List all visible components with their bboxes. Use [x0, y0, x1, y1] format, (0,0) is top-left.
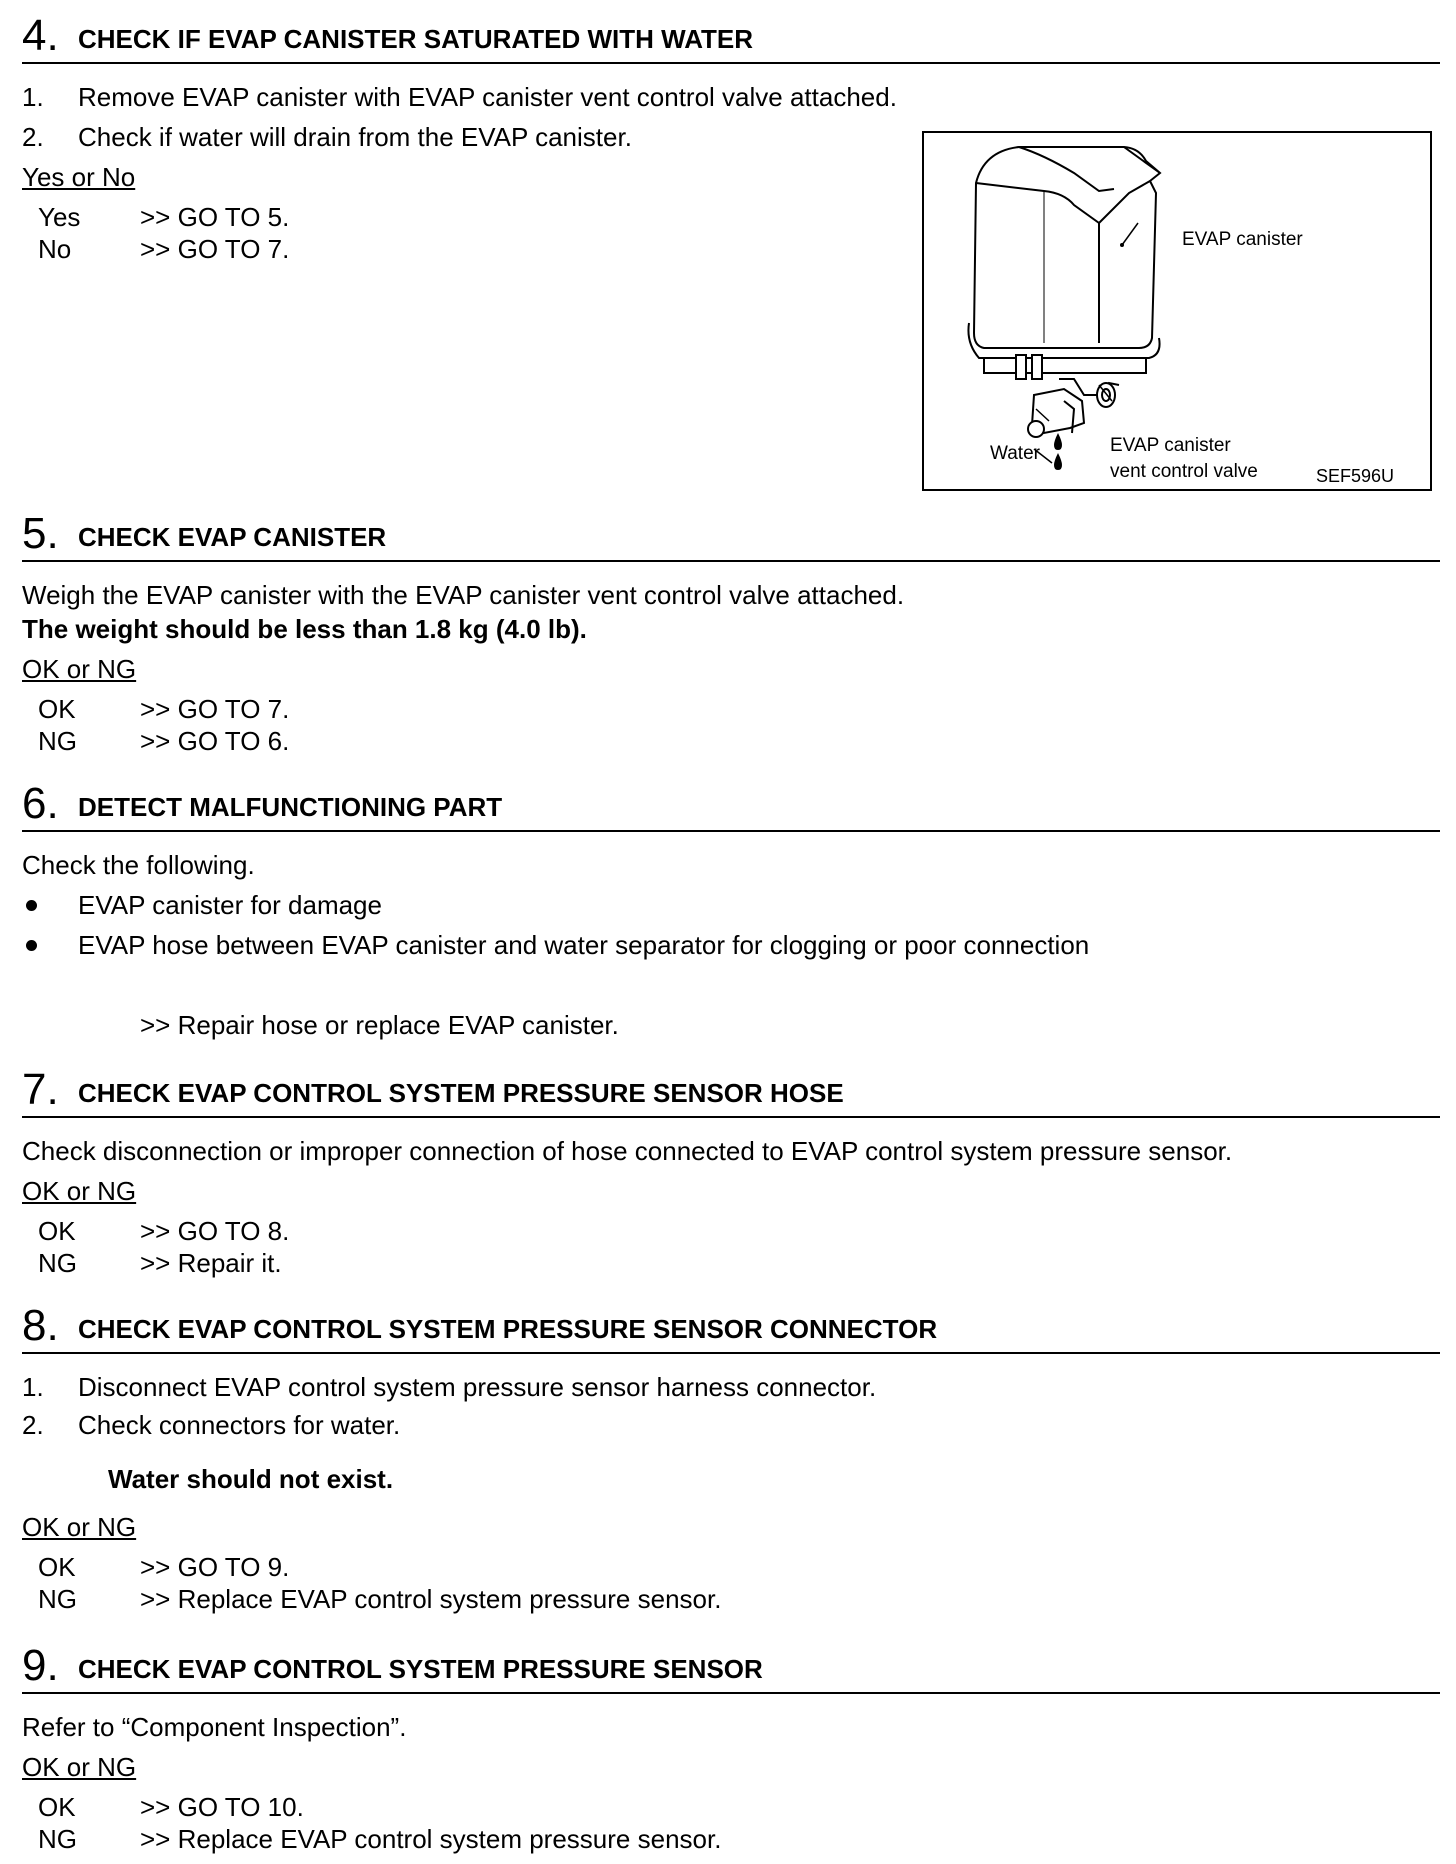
answer-value: >> GO TO 7.	[140, 694, 290, 724]
step-number: 8.	[22, 1301, 59, 1350]
step-8	[22, 1300, 1440, 1630]
question-label: OK or NG	[22, 1752, 137, 1782]
bullet-icon	[26, 940, 37, 951]
answer-key: NG	[38, 1584, 77, 1614]
item-text: Remove EVAP canister with EVAP canister vent control valve attached.	[78, 82, 897, 112]
step-number: 6.	[22, 779, 59, 828]
question-label: OK or NG	[22, 1176, 137, 1206]
item-text: Check if water will drain from the EVAP canister.	[78, 122, 632, 152]
question-label: Yes or No	[22, 162, 136, 192]
answer-key: No	[38, 234, 72, 264]
answer-key: OK	[38, 1792, 76, 1822]
figure-code: SEF596U	[1316, 466, 1395, 486]
step-5-header	[22, 508, 1440, 562]
step-number: 5.	[22, 509, 59, 558]
step-title: CHECK EVAP CONTROL SYSTEM PRESSURE SENSOR	[78, 1654, 763, 1684]
answer-key: NG	[38, 1824, 77, 1854]
figure-label-water: Water	[990, 443, 1040, 464]
answer-value: >> GO TO 10.	[140, 1792, 304, 1822]
step-6	[22, 778, 1440, 1058]
spec-text: The weight should be less than 1.8 kg (4.0 lb).	[22, 614, 587, 644]
step-number: 4.	[22, 11, 59, 60]
answer-value: >> GO TO 9.	[140, 1552, 290, 1582]
instruction-text: Weigh the EVAP canister with the EVAP canister vent control valve attached.	[22, 580, 905, 610]
answer-key: OK	[38, 694, 76, 724]
answer-key: NG	[38, 726, 77, 756]
figure-label-valve: vent control valve	[1110, 461, 1258, 482]
bullet-icon	[26, 900, 37, 911]
figure-label-valve: EVAP canister	[1110, 435, 1231, 456]
step-8-header	[22, 1300, 1440, 1354]
step-9-header	[22, 1640, 1440, 1694]
step-6-header	[22, 778, 1440, 832]
step-title: DETECT MALFUNCTIONING PART	[78, 792, 503, 822]
answer-value: >> GO TO 5.	[140, 202, 290, 232]
item-number: 2.	[22, 122, 44, 152]
answer-value: >> Repair it.	[140, 1248, 282, 1278]
answer-key: OK	[38, 1552, 76, 1582]
step-number: 7.	[22, 1065, 59, 1114]
answer-value: >> GO TO 6.	[140, 726, 290, 756]
item-text: Check connectors for water.	[78, 1410, 401, 1440]
answer-value: >> GO TO 7.	[140, 234, 290, 264]
answer-value: >> Replace EVAP control system pressure sensor.	[140, 1584, 722, 1614]
item-number: 1.	[22, 82, 44, 112]
question-label: OK or NG	[22, 654, 137, 684]
evap-canister-figure	[922, 131, 1432, 491]
figure-label-canister: EVAP canister	[1182, 229, 1303, 250]
step-7-header	[22, 1064, 1440, 1118]
bullet-text: EVAP canister for damage	[78, 890, 382, 920]
question-label: OK or NG	[22, 1512, 137, 1542]
step-title: CHECK EVAP CONTROL SYSTEM PRESSURE SENSOR HOSE	[78, 1078, 844, 1108]
action-text: >> Repair hose or replace EVAP canister.	[140, 1010, 619, 1040]
answer-key: Yes	[38, 202, 81, 232]
instruction-text: Refer to “Component Inspection”.	[22, 1712, 407, 1742]
bullet-text: EVAP hose between EVAP canister and water separator for clogging or poor connection	[78, 930, 1090, 960]
instruction-text: Check the following.	[22, 850, 255, 880]
step-title: CHECK IF EVAP CANISTER SATURATED WITH WATER	[78, 24, 754, 54]
step-4-header	[22, 10, 1440, 64]
answer-value: >> Replace EVAP control system pressure sensor.	[140, 1824, 722, 1854]
step-title: CHECK EVAP CANISTER	[78, 522, 387, 552]
step-7	[22, 1064, 1440, 1294]
item-number: 1.	[22, 1372, 44, 1402]
answer-key: NG	[38, 1248, 77, 1278]
item-text: Disconnect EVAP control system pressure sensor harness connector.	[78, 1372, 877, 1402]
item-number: 2.	[22, 1410, 44, 1440]
step-title: CHECK EVAP CONTROL SYSTEM PRESSURE SENSOR CONNECTOR	[78, 1314, 938, 1344]
step-number: 9.	[22, 1641, 59, 1690]
instruction-text: Check disconnection or improper connection of hose connected to EVAP control system pressure sensor.	[22, 1136, 1233, 1166]
step-9	[22, 1640, 1440, 1864]
step-5	[22, 508, 1440, 768]
spec-text: Water should not exist.	[108, 1464, 394, 1494]
answer-value: >> GO TO 8.	[140, 1216, 290, 1246]
answer-key: OK	[38, 1216, 76, 1246]
